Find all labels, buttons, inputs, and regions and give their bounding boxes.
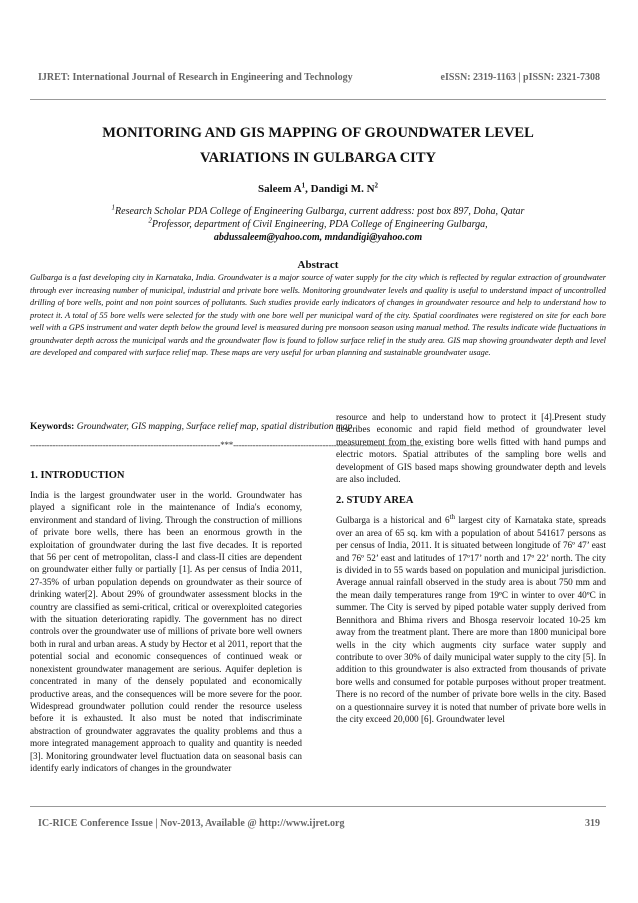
header-rule — [30, 99, 606, 100]
affiliation-2-sup: 2 — [148, 216, 152, 225]
section-separator: --------------------------------------------------------------------***-------------------------------------------------------------------- — [30, 440, 424, 450]
running-header — [38, 72, 600, 92]
affiliations — [40, 205, 596, 244]
affiliation-2-text: Professor, department of Civil Engineering, PDA College of Engineering Gulbarga, — [151, 219, 488, 230]
authors — [30, 183, 606, 195]
author-sep: , — [305, 183, 311, 195]
title-line-1: MONITORING AND GIS MAPPING OF GROUNDWATER LEVEL — [102, 125, 534, 141]
paper-title — [30, 121, 606, 171]
affiliation-1-sup: 1 — [111, 203, 116, 212]
section-1-heading: 1. INTRODUCTION — [30, 470, 125, 481]
abstract-text: Gulbarga is a fast developing city in Karnataka, India. Groundwater is a major source of water supply for the city which is reflected by regular extraction of groundwater through ever increasing number of municipal, industrial and private bore wells. Monitoring groundwater levels and quality is useful to understand impact of uncontrolled drilling of bore wells, point and non point sources of pollutants. Such studies provide early indicators of changes in groundwater resource and help to understand how to protect it. A total of 55 bore wells were selected for the study with one bore well per municipal ward of the city. Spatial coordinates were registered on site for each bore well with a GPS instrument and water depth below the ground level is measured during pre monsoon season using manual method. The results indicate wide fluctuations in groundwater depth across the municipal wards and the groundwater flow is found to follow surface relief in the study area. GIS map showing groundwater depth and level are developed and compared with surface relief map. These maps are very useful for urban planning and sustainable groundwater usage. — [30, 273, 606, 357]
left-column — [30, 469, 302, 774]
author-1-sup: 1 — [301, 181, 306, 190]
issn: eISSN: 2319-1163 | pISSN: 2321-7308 — [440, 72, 600, 83]
footer-rule — [30, 806, 606, 807]
right-column — [336, 409, 606, 725]
affiliation-1 — [40, 205, 596, 218]
footer-citation: IC-RICE Conference Issue | Nov-2013, Available @ http://www.ijret.org — [38, 818, 345, 829]
author-2-sup: 2 — [374, 181, 379, 190]
author-emails: abdussaleem@yahoo.com, mndandigi@yahoo.com — [213, 232, 423, 243]
author-2-name: Dandigi M. N — [310, 183, 375, 195]
abstract-heading: Abstract — [297, 259, 339, 271]
section-2-heading: 2. STUDY AREA — [336, 495, 414, 507]
keywords-label: Keywords: — [30, 422, 75, 432]
section-2-text — [336, 514, 606, 725]
affiliation-1-text: Research Scholar PDA College of Engineering Gulbarga, current address: post box 897, Doha, Qatar — [115, 206, 525, 217]
affiliation-2 — [40, 218, 596, 231]
section-2-sup: th — [449, 513, 456, 522]
title-line-2: VARIATIONS IN GULBARGA CITY — [200, 150, 436, 166]
section-1-continuation: resource and help to understand how to protect it [4].Present study describes economic and rapid field method of groundwater level measurement from the existing bore wells fitted with hand pumps and electric motors. Spatial attributes of the sampling bore wells and development of GIS based maps showing groundwater depth and levels are also included. — [336, 412, 606, 485]
journal-name: IJRET: International Journal of Research in Engineering and Technology — [38, 72, 353, 83]
section-1-text: India is the largest groundwater user in the world. Groundwater has played a significant role in the maintenance of India's economy, environment and standard of living. Through the construction of millions of private bore wells, there has been an enormous growth in the exploitation of groundwater during the last five decades. It is reported that 56 per cent of metropolitan, class-I and class-II cities are dependent on groundwater either fully or partially [1]. As per census of India 2011, 27-35% of urban population depends on groundwater as their source of drinking water[2]. About 29% of groundwater assessment blocks in the country are classified as semi-critical, critical or overexploited categories with the situation deteriorating rapidly. The government has no direct controls over the groundwater use of millions of private bore well owners both in rural and urban areas. A study by Hector et al 2011, report that the potential social and economic consequences of continued weak or nonexistent groundwater management are serious. Aquifer depletion is concentrated in many of the densely populated and economically productive areas, and the consequences will be more severe for the poor. Widespread groundwater pollution could render the resource useless before it is exhausted. It also must be noted that indiscriminate abstraction of groundwater aggravates the quality problems and thus a more integrated management approach to quality and quantity is needed [3]. Monitoring groundwater level fluctuation data on seasonal basis can identify early indicators of changes in the groundwater — [30, 490, 302, 773]
author-1-name: Saleem A — [257, 183, 302, 195]
page-number: 319 — [585, 818, 600, 829]
section-2-text-a: Gulbarga is a historical and 6 — [336, 515, 450, 526]
keywords-text: Groundwater, GIS mapping, Surface relief map, spatial distribution map — [74, 422, 353, 432]
section-2-text-b: largest city of Karnataka state, spreads over an area of 65 sq. km with a population of about 541617 persons as per census of India, 2011. It is situated between longitude of 76º 47’ east and 76º 52’ east and latitudes of 17º17’ north and 17º 22’ north. The city is divided in to 55 wards based on population and municipal jurisdiction. Average annual rainfall observed in the study area is about 750 mm and the mean daily temperatures range from 19ºC in winter to over 40ºC in summer. The City is served by piped potable water supply derived from Bennithora and Bhima rivers and Bhosga reservoir located 10-25 km away from the treatment plant. There are more than 1800 municipal bore wells in the city which augments city surface water supply and contribute to over 30% of daily municipal water supply to the city [5]. In addition to this groundwater is also extracted from thousands of private bore wells and consumed for potable purposes without proper treatment. There is no record of the number of private bore wells in the city. Based on a questionnaire survey it is noted that number of private bore wells in the city exceed 20,000 [6]. Groundwater level — [336, 515, 607, 724]
